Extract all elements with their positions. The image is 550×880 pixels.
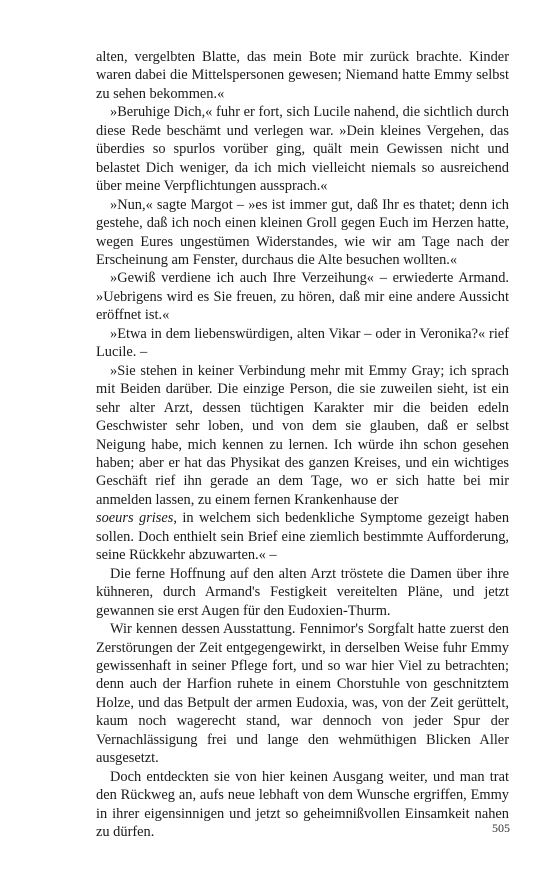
paragraph-6: »Sie stehen in keiner Verbindung mehr mit Emmy Gray; ich sprach mit Beiden darüber. Die einzige Person, die sie zuweilen sieht, ist ein sehr alter Arzt, dessen tüchtigen Karakter mir die beiden edeln Geschwister sehr loben, und von dem sie glauben, daß er selbst Neigung habe, mich kennen zu lernen. Ich würde ihn schon gesehen haben; aber er hat das Physikat des ganzen Kreises, und ein wichtiges Geschäft rief ihn gerade an dem Tage, wo er sich hatte bei mir anmelden lassen, zu einem fernen Krankenhause der bbox=[96, 362, 509, 508]
paragraph-1: alten, vergelbten Blatte, das mein Bote mir zurück brachte. Kinder waren dabei die Mittelspersonen gewesen; Niemand hatte Emmy selbst zu sehen bekommen.« bbox=[96, 49, 509, 102]
paragraph-3: »Nun,« sagte Margot – »es ist immer gut, daß Ihr es thatet; denn ich gestehe, daß ich noch einen kleinen Groll gegen Euch im Herzen hatte, wegen Eures ungestümen Widerstandes, wie wir am Tage nach der Erscheinung am Fenster, durchaus die Alte besuchen wollten.« bbox=[96, 196, 509, 268]
paragraph-2: »Beruhige Dich,« fuhr er fort, sich Lucile nahend, die sichtlich durch diese Rede beschämt und verlegen war. »Dein kleines Vergehen, das überdies so spurlos vorüber ging, quält mein Gewissen nicht und belastet Dich weniger, da ich mich vielleicht niemals so ausreichend über meine Verpflichtungen aussprach.« bbox=[96, 104, 509, 195]
paragraph-4: »Gewiß verdiene ich auch Ihre Verzeihung« – erwiederte Armand. »Uebrigens wird es Sie freuen, zu hören, daß mir eine andere Aussicht eröffnet ist.« bbox=[96, 270, 509, 324]
paragraph-9: Doch entdeckten sie von hier keinen Ausgang weiter, und man trat den Rückweg an, aufs neue lebhaft von dem Wunsche ergriffen, Emmy in ihrer eigensinnigen und jetzt so geheimnißvollen Einsamkeit nahen zu dürfen. bbox=[96, 768, 509, 841]
paragraph-6-continued-after: , in welchem sich bedenkliche Symptome gezeigt haben sollen. Doch enthielt sein Brief eine ziemlich bestimmte Aufforderung, seine Rückkehr abzuwarten.« – bbox=[96, 510, 510, 564]
paragraph-5: »Etwa in dem liebenswürdigen, alten Vikar – oder in Veronika?« rief Lucile. – bbox=[96, 325, 509, 361]
page-number: 505 bbox=[492, 821, 510, 835]
paragraph-8: Wir kennen dessen Ausstattung. Fennimor's Sorgfalt hatte zuerst den Zerstörungen der Zeit entgegengewirkt, in derselben Weise fuhr Emmy gewissenhaft in seiner Pflege fort, und so war hier Viel zu betrachten; denn auch der Harfion ruhete in einem Chorstuhle von geschnitztem Holze, und das Betpult der armen Eudoxia, was, von der Zeit gerüttelt, kaum noch wagerecht stand, war dennoch von jeder Spur der Vernachlässigung frei und lange den wehmüthigen Blicken Aller ausgesetzt. bbox=[96, 621, 509, 767]
italic-phrase: soeurs grises bbox=[96, 510, 174, 527]
paragraph-7: Die ferne Hoffnung auf den alten Arzt tröstete die Damen über ihre kühneren, durch Armand's Festigkeit vereitelten Pläne, und jetzt gewannen sie erst Augen für den Eudoxien-Thurm. bbox=[96, 565, 509, 619]
book-page-body bbox=[96, 48, 509, 841]
paragraph-6-continued bbox=[96, 509, 509, 564]
